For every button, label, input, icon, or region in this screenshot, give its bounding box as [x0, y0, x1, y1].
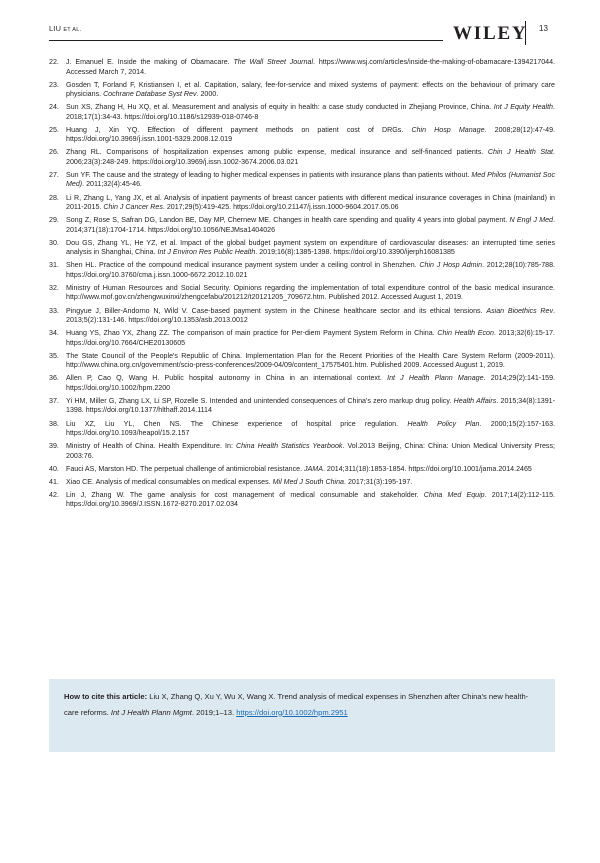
reference-journal: Chin Health Econ [437, 329, 494, 338]
reference-journal: The Wall Street Journal [233, 58, 314, 66]
reference-text [66, 442, 555, 460]
reference-text [66, 103, 555, 121]
reference-number: 38. [49, 419, 59, 428]
reference-journal: Int J Equity Health [493, 103, 554, 112]
reference-item [49, 442, 555, 461]
running-head [49, 24, 81, 33]
reference-segment: Lin J, Zhang W. The game analysis for cost management of medical consumable and stakeholder. [66, 490, 424, 499]
reference-segment: . 2013;32(6):15-17. https://doi.org/10.7664/CHE20130605 [66, 329, 555, 347]
reference-segment: Ministry of Health of China. Health Expenditure. In: [66, 442, 236, 451]
reference-segment: . 2014;29(2):141-159. https://doi.org/10.1002/hpm.2200 [66, 374, 556, 392]
reference-text [66, 284, 555, 302]
reference-journal: China Health Statistics Yearbook [235, 442, 343, 451]
reference-segment: . 2014;311(18):1853-1854. https://doi.org/10.1001/jama.2014.2465 [322, 464, 532, 473]
reference-number: 30. [49, 238, 59, 247]
reference-text [66, 148, 555, 166]
reference-number: 25. [49, 125, 59, 134]
reference-number: 31. [49, 261, 59, 270]
reference-segment: J. Emanuel E. Inside the making of Obamacare. [66, 58, 234, 66]
reference-text [66, 239, 555, 257]
reference-text [66, 261, 555, 279]
reference-segment: Zhang RL. Comparisons of hospitalization expenses among public expense, medical insurance and self-financed patients. [66, 148, 488, 157]
reference-text [66, 374, 555, 392]
reference-segment: Huang J, Xin YQ. Effection of different payment methods on patient cost of DRGs. [66, 125, 412, 134]
reference-item [49, 491, 555, 510]
reference-text [66, 126, 555, 144]
reference-segment: The State Council of the People's Republic of China. Implementation Plan for the Recent Priorities of the Health Care System Reform (2009-2011). http://www.china.org.cn/government/scio-press-conferences/2009-04/09/content_17575401.htm. Published 2009. Accessed August 1, 2019. [66, 351, 555, 370]
reference-number: 33. [49, 306, 59, 315]
reference-text [66, 81, 555, 99]
reference-item [49, 126, 555, 145]
citation-label: How to cite this article: [64, 692, 148, 701]
reference-number: 24. [49, 103, 59, 112]
running-head-authors: LIU [49, 24, 62, 33]
reference-segment: . 2018;17(1):34-43. https://doi.org/10.1186/s12939-018-0746-8 [66, 103, 555, 121]
reference-list [49, 58, 555, 513]
reference-item [49, 284, 555, 303]
reference-journal: Cochrane Database Syst Rev [103, 90, 197, 99]
reference-segment: Li R, Zhang L, Yang JX, et al. Analysis of inpatient payments of breast cancer patients with different medical insurance coverages in China (mainland) in 2011-2015. [66, 193, 555, 212]
reference-segment: . 2017;29(5):419-425. https://doi.org/10.21147/j.issn.1000-9604.2017.05.06 [162, 203, 399, 212]
reference-number: 39. [49, 442, 59, 451]
reference-number: 23. [49, 80, 59, 89]
reference-item [49, 465, 555, 475]
running-head-etal: ET AL. [63, 27, 82, 33]
reference-number: 26. [49, 148, 59, 157]
reference-segment: . 2014;371(18):1704-1714. https://doi.org/10.1056/NEJMsa1404026 [66, 216, 555, 234]
reference-text [66, 420, 555, 438]
reference-segment: Dou GS, Zhang YL, He YZ, et al. Impact of the global budget payment system on expenditure of cardiovascular diseases: an interrupted time series analysis in Shanghai, China. [66, 238, 555, 257]
reference-text [66, 58, 555, 76]
citation-box [49, 679, 555, 752]
reference-text [66, 397, 555, 415]
header-separator [525, 21, 526, 45]
reference-segment: Shen HL. Practice of the compound medical insurance payment system under a ceiling control in Shenzhen. [66, 261, 420, 270]
reference-item [49, 58, 555, 77]
reference-number: 29. [49, 216, 59, 225]
reference-segment: . 2000. [196, 90, 219, 99]
reference-journal: Int J Health Plann Manage [387, 374, 484, 383]
reference-item [49, 420, 555, 439]
reference-number: 36. [49, 374, 59, 383]
reference-journal: Health Policy Plan [407, 419, 480, 428]
reference-number: 40. [49, 464, 59, 473]
reference-text [66, 171, 555, 189]
reference-segment: . 2015;34(8):1391-1398. https://doi.org/10.1377/hlthaff.2014.1114 [66, 396, 555, 415]
reference-segment: . 2017;14(2):112-115. https://doi.org/10.3969/J.ISSN.1672-8270.2017.02.034 [66, 490, 555, 509]
reference-number: 37. [49, 396, 59, 405]
citation-authors-title: Liu X, Zhang Q, Xu Y, Wu X, Wang X. Trend analysis of medical expenses in Shenzhen after China's new health-care reforms. [64, 692, 529, 717]
page-number: 13 [539, 24, 548, 33]
reference-number: 35. [49, 351, 59, 360]
reference-segment: Fauci AS, Marston HD. The perpetual challenge of antimicrobial resistance. [66, 464, 305, 473]
reference-item [49, 478, 555, 488]
reference-text [66, 478, 412, 486]
reference-journal: Chin J Hosp Admin [419, 261, 483, 270]
reference-journal: Asian Bioethics Rev [486, 306, 554, 315]
reference-segment: . 2012;28(10):785-788. https://doi.org/10.3760/cma.j.issn.1000-6672.2012.10.021 [66, 261, 555, 279]
reference-item [49, 397, 555, 416]
reference-segment: . 2006;23(3):248-249. https://doi.org/10.3969/j.issn.1002-3674.2006.03.021 [66, 148, 555, 166]
reference-item [49, 261, 555, 280]
reference-segment: . 2013;5(2):131-146. https://doi.org/10.1353/asb.2013.0012 [66, 306, 555, 325]
reference-number: 42. [49, 490, 59, 499]
reference-item [49, 239, 555, 258]
reference-journal: JAMA [304, 464, 323, 473]
reference-item [49, 307, 555, 326]
reference-item [49, 374, 555, 393]
reference-text [66, 491, 555, 509]
reference-number: 27. [49, 170, 59, 179]
citation-journal: Int J Health Plann Mgmt [110, 707, 192, 717]
reference-text [66, 352, 555, 370]
reference-journal: Mil Med J South China [272, 477, 344, 486]
reference-segment: Sun YF. The cause and the strategy of leading to higher medical expenses in patients with insurance plans than patients without. [66, 170, 472, 179]
reference-segment: Song Z, Rose S, Safran DG, Landon BE, Day MP, Chernew ME. Changes in health care spending and quality 4 years into global payment. [66, 216, 510, 225]
reference-segment: Xiao CE. Analysis of medical consumables on medical expenses. [66, 477, 273, 486]
reference-journal: Chin J Health Stat [487, 148, 553, 157]
citation-text [64, 689, 541, 720]
reference-item [49, 81, 555, 100]
reference-segment: Pingyue J, Biller-Andorno N, Wild V. Case-based payment system in the Chinese healthcare sector and its ethical tensions. [66, 306, 487, 315]
reference-journal: N Engl J Med [509, 216, 554, 225]
reference-number: 28. [49, 193, 59, 202]
reference-segment: . 2000;15(2):157-163. https://doi.org/10.1093/heapol/15.2.157 [66, 419, 556, 437]
reference-item [49, 148, 555, 167]
reference-segment: Yi HM, Miller G, Zhang LX, Li SP, Rozelle S. Intended and unintended consequences of China's zero markup drug policy. [66, 396, 454, 405]
citation-volume: . 2019;1–13. [191, 707, 237, 717]
reference-segment: Sun XS, Zhang H, Hu XQ, et al. Measurement and analysis of equity in health: a case study conducted in Zhejiang Province, China. [66, 103, 494, 112]
reference-segment: . 2017;31(3):195-197. [344, 477, 413, 486]
reference-text [66, 329, 555, 347]
reference-journal: Med Philos (Humanist Soc Med) [66, 170, 555, 189]
reference-item [49, 194, 555, 213]
reference-segment: Ministry of Human Resources and Social Security. Opinions regarding the implementation of total expenditure control of the basic medical insurance. http://www.mof.gov.cn/zhengwuxinxi/zhengcefabu/201212/t20121205_709672.htm. Published 2012. Accessed August 1, 2019. [66, 283, 555, 302]
reference-journal: China Med Equip [423, 490, 485, 499]
reference-text [66, 216, 555, 234]
citation-doi-link[interactable]: https://doi.org/10.1002/hpm.2951 [236, 707, 348, 717]
reference-text [66, 465, 532, 473]
reference-item [49, 171, 555, 190]
reference-journal: Health Affairs [453, 396, 497, 405]
reference-journal: Chin Hosp Manage [411, 125, 485, 134]
reference-number: 41. [49, 477, 59, 486]
reference-journal: Chin J Cancer Res [103, 203, 163, 212]
page-header [49, 14, 555, 44]
reference-segment: Gosden T, Forland F, Kristiansen I, et al. Capitation, salary, fee-for-service and mixed systems of payment: effects on the behaviour of primary care physicians. [66, 80, 555, 99]
reference-segment: . https://www.wsj.com/articles/inside-the-making-of-obamacare-1394217044. Accessed March 7, 2014. [66, 58, 556, 76]
reference-number: 34. [49, 329, 59, 338]
reference-segment: . Vol.2013 Beijing, China: China: Union Medical University Press; 2003:76. [66, 442, 555, 460]
header-rule [49, 40, 443, 41]
reference-segment: . 2008;28(12):47-49. https://doi.org/10.3969/j.issn.1001-5329.2008.12.019 [66, 125, 555, 144]
reference-item [49, 103, 555, 122]
reference-segment: Liu XZ, Liu YL, Chen NS. The Chinese experience of hospital price regulation. [66, 419, 408, 428]
reference-item [49, 329, 555, 348]
wiley-logo: WILEY [453, 23, 528, 44]
reference-number: 32. [49, 283, 59, 292]
reference-item [49, 216, 555, 235]
reference-item [49, 352, 555, 371]
reference-number: 22. [49, 58, 59, 66]
reference-segment: . 2019;16(8):1385-1398. https://doi.org/10.3390/ijerph16081385 [255, 248, 455, 257]
reference-segment: . 2011;32(4):45-46. [82, 180, 142, 189]
reference-text [66, 307, 555, 325]
reference-segment: Allen P, Cao Q, Wang H. Public hospital autonomy in China in an international context. [66, 374, 388, 383]
reference-text [66, 194, 555, 212]
reference-segment: Huang YS, Zhao YX, Zhang ZZ. The comparison of main practice for Per-diem Payment System Reform in China. [66, 329, 438, 338]
reference-journal: Int J Environ Res Public Health [157, 248, 256, 257]
